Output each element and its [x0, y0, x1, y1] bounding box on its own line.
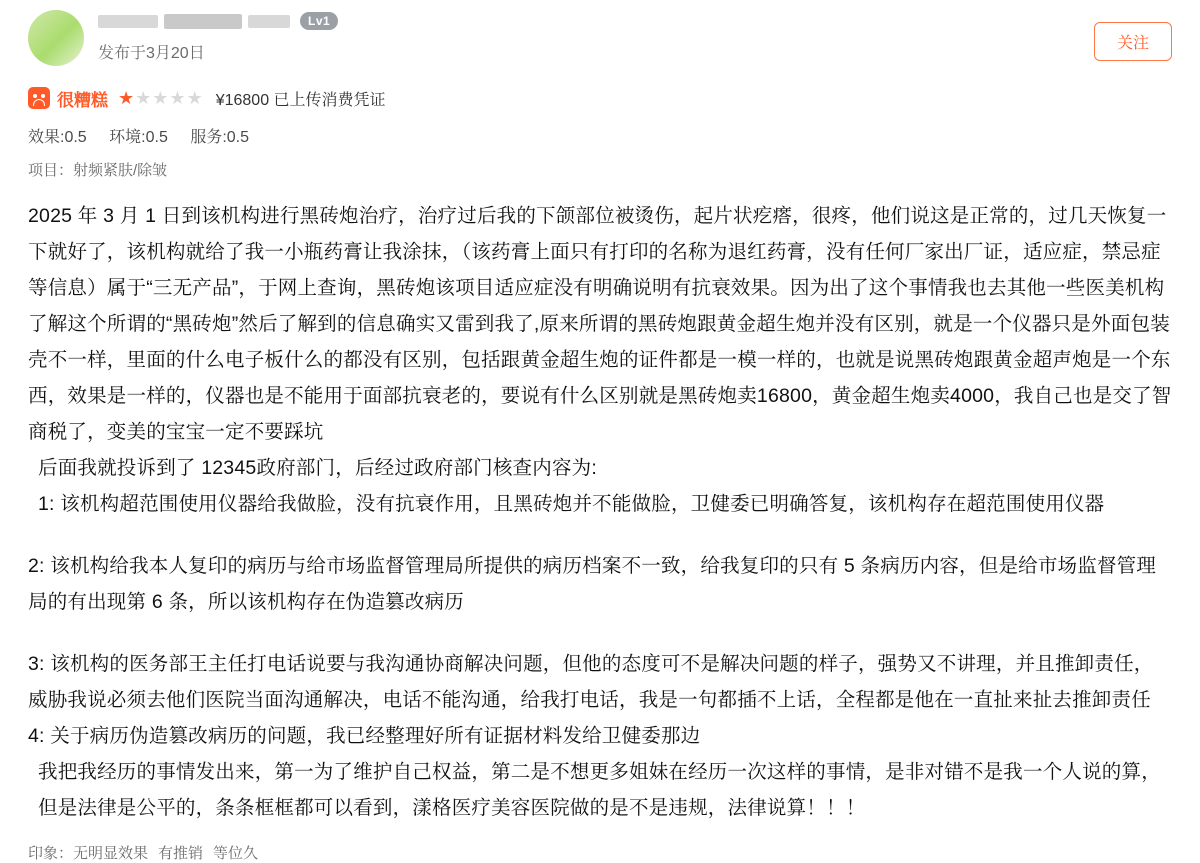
username-masked-part-2	[164, 14, 242, 29]
user-level-badge: Lv1	[300, 12, 338, 30]
review-paragraph-5: 3: 该机构的医务部王主任打电话说要与我沟通协商解决问题，但他的态度可不是解决问题的样子，强势又不讲理，并且推卸责任，威胁我说必须去他们医院当面沟通解决，电话不能沟通，给我打电话，我是一句都插不上话，全程都是他在一直扯来扯去推卸责任	[28, 653, 1154, 711]
sub-scores	[28, 124, 1172, 147]
review-paragraph-6: 4: 关于病历伪造篡改病历的问题，我已经整理好所有证据材料发给卫健委那边	[28, 725, 701, 747]
star-icon: ★	[118, 88, 135, 108]
username-masked-part-1	[98, 15, 158, 28]
review-header	[28, 0, 1172, 64]
impression-tag: 无明显效果	[73, 845, 149, 862]
review-body	[28, 198, 1172, 826]
username-row	[98, 8, 1094, 34]
sad-face-icon	[28, 87, 50, 109]
rating-label: 很糟糕	[57, 90, 108, 110]
avatar[interactable]	[28, 10, 84, 66]
star-icon: ★	[186, 88, 203, 108]
price-receipt-note: ¥16800 已上传消费凭证	[215, 91, 386, 109]
impression-row	[28, 842, 1172, 863]
rating-row	[28, 86, 1172, 110]
impression-tag: 等位久	[213, 845, 259, 862]
username-masked-part-3	[248, 15, 290, 28]
publish-date: 发布于3月20日	[98, 45, 205, 62]
score-effect: 效果:0.5	[28, 129, 87, 146]
score-service: 服务:0.5	[190, 129, 250, 146]
score-environment: 环境:0.5	[109, 129, 168, 146]
review-paragraph-1: 2025 年 3 月 1 日到该机构进行黑砖炮治疗，治疗过后我的下颌部位被烫伤，起片状疙瘩，很疼，他们说这是正常的，过几天恢复一下就好了，该机构就给了我一小瓶药膏让我涂抹，（该药膏上面只有打印的名称为退红药膏，没有任何厂家出厂证，适应症，禁忌症等信息）属于“三无产品”，于网上查询，黑砖炮该项目适应症没有明确说明有抗衰效果。因为出了这个事情我也去其他一些医美机构了解这个所谓的“黑砖炮”然后了解到的信息确实又雷到我了,原来所谓的黑砖炮跟黄金超生炮并没有区别，就是一个仪器只是外面包装壳不一样，里面的什么电子板什么的都没有区别，包括跟黄金超生炮的证件都是一模一样的，也就是说黑砖炮跟黄金超声炮是一个东西，效果是一样的，仪器也是不能用于面部抗衰老的，要说有什么区别就是黑砖炮卖16800，黄金超生炮卖4000，我自己也是交了智商税了，变美的宝宝一定不要踩坑	[28, 205, 1172, 443]
star-icon: ★	[152, 88, 169, 108]
impression-label: 印象：	[28, 845, 74, 862]
impression-tag: 有推销	[158, 845, 204, 862]
user-info-block	[98, 8, 1094, 63]
review-paragraph-4: 2: 该机构给我本人复印的病历与给市场监督管理局所提供的病历档案不一致，给我复印的只有 5 条病历内容，但是给市场监督管理局的有出现第 6 条，所以该机构存在伪造篡改病历	[28, 555, 1157, 613]
star-rating	[118, 89, 204, 107]
review-paragraph-2: 后面我就投诉到了 12345政府部门，后经过政府部门核查内容为:	[38, 457, 597, 479]
review-paragraph-3: 1: 该机构超范围使用仪器给我做脸，没有抗衰作用，且黑砖炮并不能做脸，卫健委已明确答复，该机构存在超范围使用仪器	[38, 493, 1105, 515]
star-icon: ★	[135, 88, 152, 108]
project-line: 项目：射频紧肤/除皱	[28, 162, 168, 179]
review-paragraph-7: 我把我经历的事情发出来，第一为了维护自己权益，第二是不想更多姐妹在经历一次这样的事情，是非对错不是我一个人说的算，但是法律是公平的，条条框框都可以看到，漾格医疗美容医院做的是不是违规，法律说算！！！	[38, 761, 1161, 819]
star-icon: ★	[169, 88, 186, 108]
follow-button[interactable]: 关注	[1094, 22, 1172, 61]
